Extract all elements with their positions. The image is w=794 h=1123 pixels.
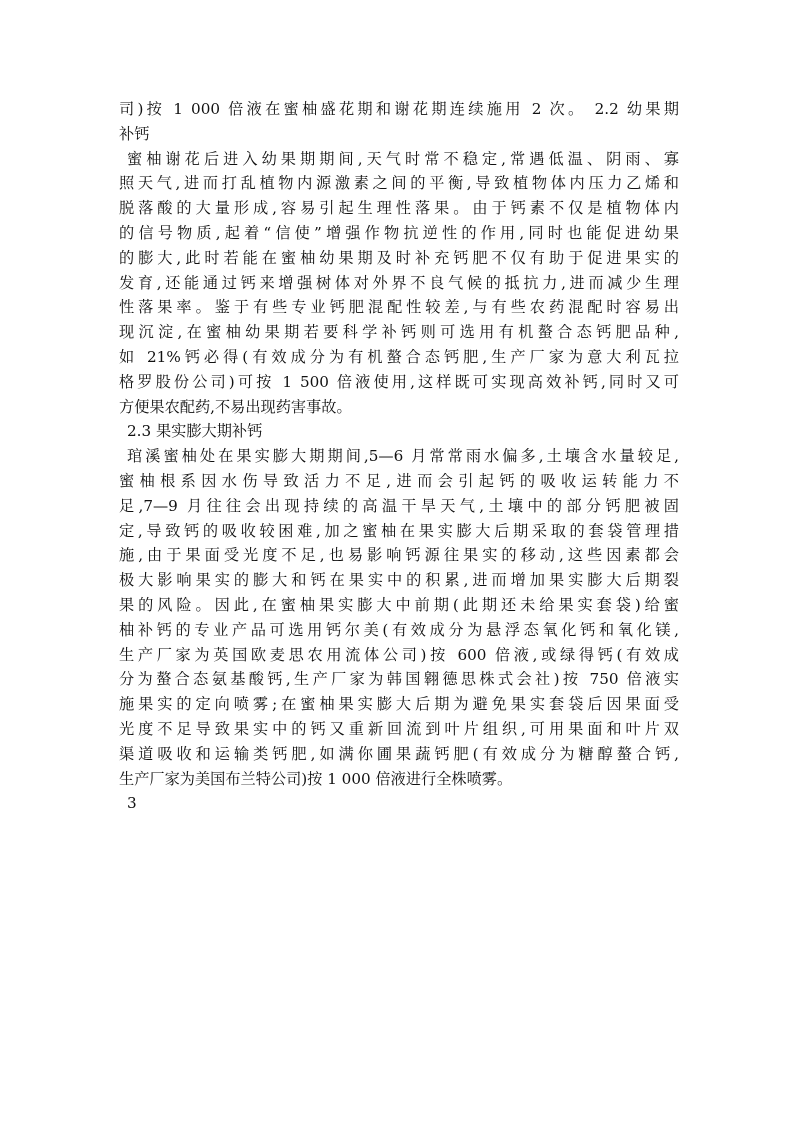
text-line: 3 [127,794,137,813]
text-line: 极大影响果实的膨大和钙在果实中的积累,进而增加果实膨大后期裂 [119,571,679,590]
text-line: 分为螯合态氨基酸钙,生产厂家为韩国翱德思株式会社)按 750 倍液实 [119,670,679,689]
text-line: 渠道吸收和运输类钙肥,如满你圃果蔬钙肥(有效成分为糖醇螯合钙, [119,744,679,763]
text-line: 现沉淀,在蜜柚幼果期若要科学补钙则可选用有机螯合态钙肥品种, [119,323,679,342]
text-line: 果的风险。因此,在蜜柚果实膨大中前期(此期还未给果实套袋)给蜜 [119,595,679,614]
text-line: 2.3 果实膨大期补钙 [127,422,263,441]
document-page [119,97,679,816]
text-line: 格罗股份公司)可按 1 500 倍液使用,这样既可实现高效补钙,同时又可 [119,372,679,391]
text-line: 生产厂家为英国欧麦思农用流体公司)按 600 倍液,或绿得钙(有效成 [119,645,679,664]
text-line: 性落果率。鉴于有些专业钙肥混配性较差,与有些农药混配时容易出 [119,298,679,317]
text-line: 光度不足导致果实中的钙又重新回流到叶片组织,可用果面和叶片双 [119,719,679,738]
text-line: 蜜柚谢花后进入幼果期期间,天气时常不稳定,常遇低温、阴雨、寡 [127,149,679,168]
text-line: 施,由于果面受光度不足,也易影响钙源往果实的移动,这些因素都会 [119,546,679,565]
text-line: 如 21%钙必得(有效成分为有机螯合态钙肥,生产厂家为意大利瓦拉 [119,347,679,366]
text-line: 方便果农配药,不易出现药害事故。 [119,397,352,416]
text-line: 发育,还能通过钙来增强树体对外界不良气候的抵抗力,进而减少生理 [119,273,679,292]
text-line: 琯溪蜜柚处在果实膨大期期间,5—6 月常常雨水偏多,土壤含水量较足, [127,447,679,466]
text-line: 柚补钙的专业产品可选用钙尔美(有效成分为悬浮态氧化钙和氧化镁, [119,620,679,639]
text-line: 蜜柚根系因水伤导致活力不足,进而会引起钙的吸收运转能力不 [119,471,679,490]
text-line: 的膨大,此时若能在蜜柚幼果期及时补充钙肥不仅有助于促进果实的 [119,248,679,267]
text-line: 照天气,进而打乱植物内源激素之间的平衡,导致植物体内压力乙烯和 [119,174,679,193]
text-line: 定,导致钙的吸收较困难,加之蜜柚在果实膨大后期采取的套袋管理措 [119,521,679,540]
text-line: 司)按 1 000 倍液在蜜柚盛花期和谢花期连续施用 2 次。 2.2 幼果期 [119,100,679,118]
text-line: 补钙 [119,124,150,143]
text-line: 施果实的定向喷雾;在蜜柚果实膨大后期为避免果实套袋后因果面受 [119,695,679,714]
text-line: 的信号物质,起着“信使”增强作物抗逆性的作用,同时也能促进幼果 [119,223,679,242]
text-line: 脱落酸的大量形成,容易引起生理性落果。由于钙素不仅是植物体内 [119,199,679,218]
text-line: 生产厂家为美国布兰特公司)按 1 000 倍液进行全株喷雾。 [119,769,513,788]
text-line: 足,7—9 月往往会出现持续的高温干旱天气,土壤中的部分钙肥被固 [119,496,679,515]
